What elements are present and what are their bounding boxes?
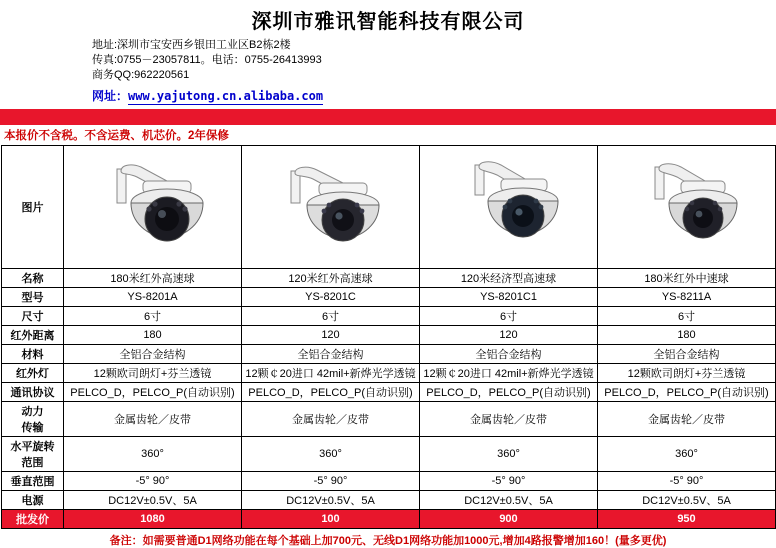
table-row-model xyxy=(2,288,776,307)
product-ir-distance-1: 180 xyxy=(64,326,242,345)
product-model-3: YS-8201C1 xyxy=(420,288,598,307)
product-size-1: 6寸 xyxy=(64,307,242,326)
table-row-material xyxy=(2,345,776,364)
table-row-name xyxy=(2,269,776,288)
product-tilt-3: -5° 90° xyxy=(420,472,598,491)
product-pan-1: 360° xyxy=(64,437,242,472)
product-protocol-3: PELCO_D，PELCO_P(自动识别) xyxy=(420,383,598,402)
row-label-ir-lamp: 红外灯 xyxy=(2,364,64,383)
product-name-3: 120米经济型高速球 xyxy=(420,269,598,288)
table-row-supply xyxy=(2,491,776,510)
product-material-4: 全铝合金结构 xyxy=(598,345,776,364)
table-row-ir-lamp xyxy=(2,364,776,383)
product-protocol-2: PELCO_D，PELCO_P(自动识别) xyxy=(242,383,420,402)
product-size-2: 6寸 xyxy=(242,307,420,326)
product-protocol-4: PELCO_D，PELCO_P(自动识别) xyxy=(598,383,776,402)
contact-block xyxy=(0,38,776,83)
product-size-3: 6寸 xyxy=(420,307,598,326)
product-power-3: 金属齿轮／皮带 xyxy=(420,402,598,437)
product-price-2: 100 xyxy=(242,510,420,529)
product-material-3: 全铝合金结构 xyxy=(420,345,598,364)
product-pan-4: 360° xyxy=(598,437,776,472)
table-row-pan xyxy=(2,437,776,455)
table-row-photo xyxy=(2,146,776,269)
row-label-price: 批发价 xyxy=(2,510,64,529)
product-name-1: 180米红外高速球 xyxy=(64,269,242,288)
product-protocol-1: PELCO_D，PELCO_P(自动识别) xyxy=(64,383,242,402)
table-row-protocol xyxy=(2,383,776,402)
footnote-remark: 备注：如需要普通D1网络功能在每个基础上加700元、无线D1网络功能加1000元,增加4路报警增加160！(量多更优) xyxy=(109,535,667,547)
website-link[interactable]: www.yajutong.cn.alibaba.com xyxy=(128,89,324,103)
product-photo-3 xyxy=(420,146,598,269)
row-label-size: 尺寸 xyxy=(2,307,64,326)
row-label-pan: 水平旋转 xyxy=(2,437,64,455)
product-pan-3: 360° xyxy=(420,437,598,472)
row-label-pan-range: 范围 xyxy=(2,454,64,472)
product-supply-4: DC12V±0.5V、5A xyxy=(598,491,776,510)
product-ir-lamp-4: 12颗欧司朗灯+芬兰透镜 xyxy=(598,364,776,383)
qq-line: 商务QQ:962220561 xyxy=(92,69,190,81)
product-material-2: 全铝合金结构 xyxy=(242,345,420,364)
red-divider-bar xyxy=(0,109,776,125)
product-power-1: 金属齿轮／皮带 xyxy=(64,402,242,437)
row-label-material: 材料 xyxy=(2,345,64,364)
product-name-4: 180米红外中速球 xyxy=(598,269,776,288)
product-size-4: 6寸 xyxy=(598,307,776,326)
table-row-size xyxy=(2,307,776,326)
table-row-power xyxy=(2,402,776,420)
product-ir-distance-4: 180 xyxy=(598,326,776,345)
product-pan-2: 360° xyxy=(242,437,420,472)
product-supply-3: DC12V±0.5V、5A xyxy=(420,491,598,510)
company-title: 深圳市雅讯智能科技有限公司 xyxy=(251,9,525,33)
row-label-transmission: 传输 xyxy=(2,419,64,437)
product-tilt-4: -5° 90° xyxy=(598,472,776,491)
address-line: 地址:深圳市宝安西乡银田工业区B2栋2楼 xyxy=(92,39,291,51)
website-line xyxy=(0,87,776,104)
product-supply-1: DC12V±0.5V、5A xyxy=(64,491,242,510)
product-power-4: 金属齿轮／皮带 xyxy=(598,402,776,437)
camera-illustration-icon xyxy=(261,147,401,267)
product-photo-1 xyxy=(64,146,242,269)
row-label-name: 名称 xyxy=(2,269,64,288)
product-ir-distance-3: 120 xyxy=(420,326,598,345)
product-model-4: YS-8211A xyxy=(598,288,776,307)
product-tilt-2: -5° 90° xyxy=(242,472,420,491)
product-price-1: 1080 xyxy=(64,510,242,529)
product-name-2: 120米红外高速球 xyxy=(242,269,420,288)
row-label-supply: 电源 xyxy=(2,491,64,510)
product-price-4: 950 xyxy=(598,510,776,529)
specification-table xyxy=(1,145,776,529)
product-ir-lamp-2: 12颗￠20进口 42mil+新烨光学透镜 xyxy=(242,364,420,383)
row-label-ir-distance: 红外距离 xyxy=(2,326,64,345)
table-row-price xyxy=(2,510,776,529)
row-label-photo: 图片 xyxy=(2,146,64,269)
product-ir-lamp-3: 12颗￠20进口 42mil+新烨光学透镜 xyxy=(420,364,598,383)
row-label-tilt: 垂直范围 xyxy=(2,472,64,491)
product-material-1: 全铝合金结构 xyxy=(64,345,242,364)
product-supply-2: DC12V±0.5V、5A xyxy=(242,491,420,510)
camera-illustration-icon xyxy=(83,147,223,267)
row-label-power: 动力 xyxy=(2,402,64,420)
product-tilt-1: -5° 90° xyxy=(64,472,242,491)
row-label-model: 型号 xyxy=(2,288,64,307)
price-notice: 本报价不含税。不含运费、机芯价。2年保修 xyxy=(4,130,229,142)
table-row-tilt xyxy=(2,472,776,491)
website-label: 网址： xyxy=(92,89,129,103)
table-row-ir-distance xyxy=(2,326,776,345)
product-photo-4 xyxy=(598,146,776,269)
product-model-1: YS-8201A xyxy=(64,288,242,307)
row-label-protocol: 通讯协议 xyxy=(2,383,64,402)
product-power-2: 金属齿轮／皮带 xyxy=(242,402,420,437)
camera-illustration-icon xyxy=(617,147,757,267)
camera-illustration-icon xyxy=(439,147,579,267)
product-ir-distance-2: 120 xyxy=(242,326,420,345)
product-model-2: YS-8201C xyxy=(242,288,420,307)
product-photo-2 xyxy=(242,146,420,269)
product-ir-lamp-1: 12颗欧司朗灯+芬兰透镜 xyxy=(64,364,242,383)
fax-phone-line: 传真:0755－23057811。电话：0755-26413993 xyxy=(92,54,322,66)
product-price-3: 900 xyxy=(420,510,598,529)
